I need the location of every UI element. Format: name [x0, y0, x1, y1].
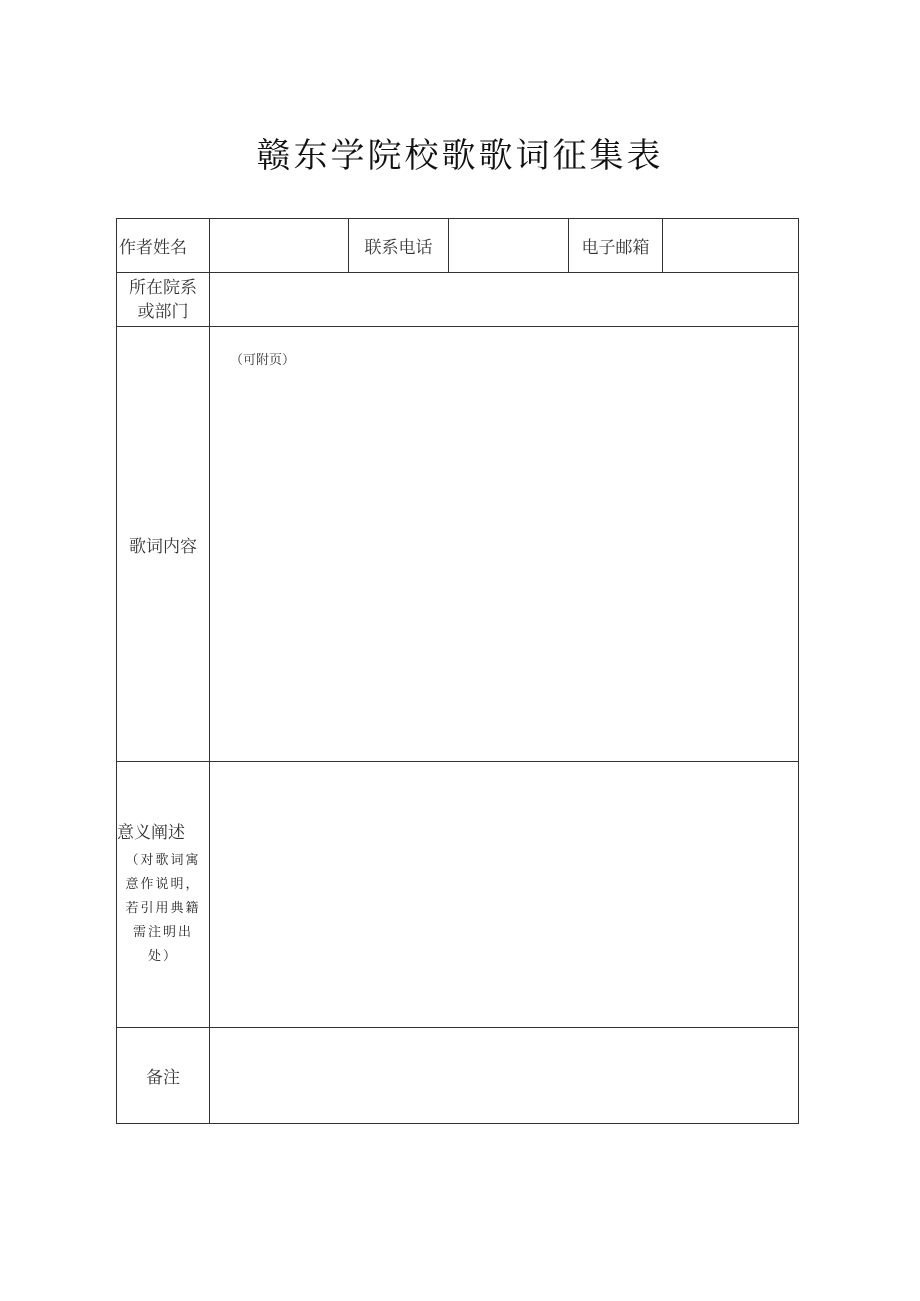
author-name-field[interactable]	[210, 219, 349, 273]
remarks-field[interactable]	[210, 1028, 799, 1124]
lyrics-field[interactable]	[210, 327, 799, 762]
attach-page-note: （可附页）	[230, 353, 296, 368]
department-field[interactable]	[210, 273, 799, 327]
lyrics-label: 歌词内容	[117, 327, 210, 762]
phone-field[interactable]	[449, 219, 569, 273]
department-label-line2: 或部门	[137, 301, 189, 322]
form-title: 赣东学院校歌歌词征集表	[256, 136, 664, 176]
phone-label: 联系电话	[349, 219, 449, 273]
meaning-note-line: 需注明出	[132, 924, 193, 940]
meaning-note	[117, 849, 209, 969]
row-department	[117, 273, 799, 327]
meaning-note-line: 若引用典籍	[125, 900, 201, 916]
row-meaning	[117, 762, 799, 1028]
author-name-label: 作者姓名	[117, 219, 210, 273]
email-label: 电子邮箱	[569, 219, 663, 273]
meaning-note-line: 处）	[147, 948, 178, 964]
row-remarks	[117, 1028, 799, 1124]
department-label-line1: 所在院系	[129, 277, 197, 298]
row-contact-info	[117, 219, 799, 273]
remarks-label: 备注	[117, 1028, 210, 1124]
meaning-label: 意义阐述	[117, 822, 185, 843]
meaning-note-line: 意作说明，	[125, 876, 201, 892]
meaning-note-line: （对歌词寓	[125, 852, 201, 868]
song-lyrics-form-table	[116, 218, 799, 1124]
row-lyrics	[117, 327, 799, 762]
email-field[interactable]	[663, 219, 799, 273]
department-label	[117, 273, 210, 327]
meaning-label-cell	[117, 762, 210, 1028]
meaning-field[interactable]	[210, 762, 799, 1028]
